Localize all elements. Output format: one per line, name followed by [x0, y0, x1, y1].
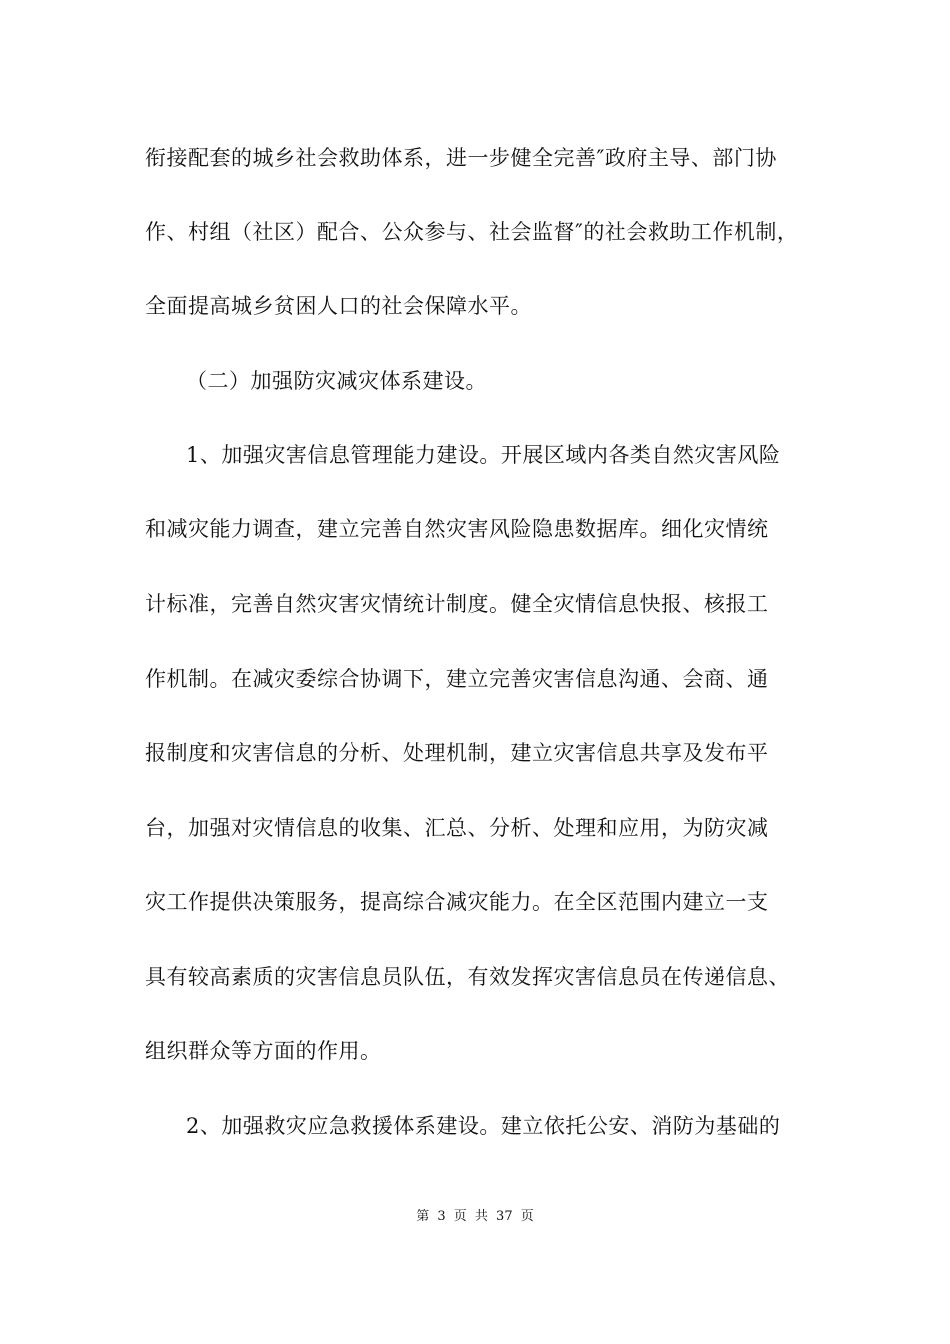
text-line: 具有较高素质的灾害信息员队伍，有效发挥灾害信息员在传递信息、	[145, 965, 790, 989]
text-line: 作、村组（社区）配合、公众参与、社会监督″的社会救助工作机制，	[145, 220, 799, 244]
text-line: 全面提高城乡贫困人口的社会保障水平。	[145, 294, 532, 318]
page-number: 第 3 页 共 37 页	[416, 1209, 534, 1224]
text-line: 1、加强灾害信息管理能力建设。开展区域内各类自然灾害风险	[186, 443, 781, 467]
section-heading: （二）加强防灾减灾体系建设。	[186, 369, 487, 393]
text-line: 灾工作提供决策服务，提高综合减灾能力。在全区范围内建立一支	[145, 890, 769, 914]
text-line: 组织群众等方面的作用。	[145, 1039, 382, 1063]
text-line: 报制度和灾害信息的分析、处理机制，建立灾害信息共享及发布平	[145, 741, 769, 765]
text-line: 计标准，完善自然灾害灾情统计制度。健全灾情信息快报、核报工	[145, 592, 769, 616]
text-line: 衔接配套的城乡社会救助体系，进一步健全完善″政府主导、部门协	[145, 146, 777, 170]
text-line: 和减灾能力调查，建立完善自然灾害风险隐患数据库。细化灾情统	[145, 517, 769, 541]
text-line: 台，加强对灾情信息的收集、汇总、分析、处理和应用，为防灾减	[145, 816, 769, 840]
text-line: 作机制。在减灾委综合协调下，建立完善灾害信息沟通、会商、通	[145, 667, 769, 691]
text-line: 2、加强救灾应急救援体系建设。建立依托公安、消防为基础的	[186, 1114, 781, 1138]
